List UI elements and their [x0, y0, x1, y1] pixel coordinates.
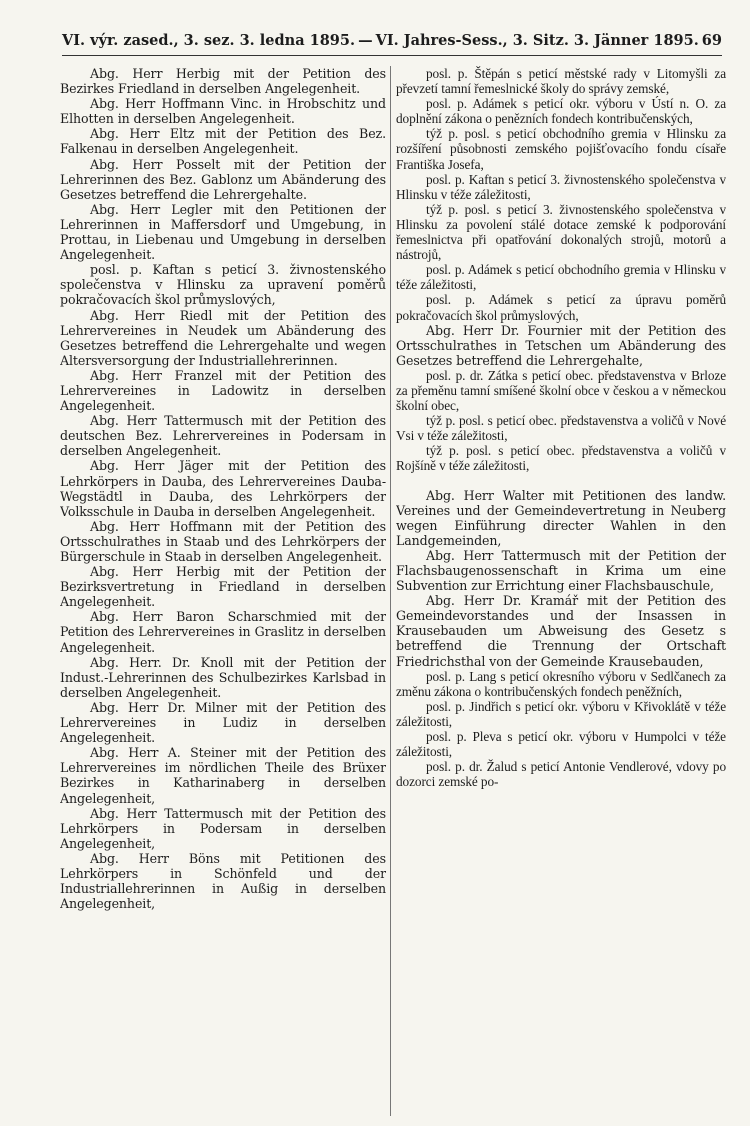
- petition-entry: posl. p. dr. Žalud s peticí Antonie Vendlerové, vdovy po dozorci zemské po-: [396, 759, 726, 790]
- right-czech-block-1: [396, 66, 726, 323]
- right-czech-block-2: [396, 368, 726, 474]
- petition-entry: Abg. Herr Tattermusch mit der Petition der Flachsbaugenossenschaft in Krima um eine Subvention zur Errichtung einer Flachsbauschule,: [396, 547, 726, 594]
- petition-entry: Abg. Herr Hoffmann mit der Petition des Ortsschulrathes in Staab und des Lehrkörpers der Bürgerschule in Staab in derselben Angelegenheit.: [60, 518, 386, 564]
- petition-entry: Abg. Herr. Dr. Knoll mit der Petition der Indust.-Lehrerinnen des Schulbezirkes Karlsbad in derselben Angelegenheit.: [60, 654, 386, 700]
- petition-entry: týž p. posl. s peticí obec. představenstva a voličů v Rojšíně v téže záležitosti,: [396, 443, 726, 474]
- petition-entry: posl. p. Kaftan s peticí 3. živnostenského společenstva v Hlinsku v téže záležitosti,: [396, 171, 726, 202]
- petition-entry: posl. p. Adámek s peticí za úpravu poměrů pokračovacích škol průmyslových,: [396, 292, 726, 323]
- block-spacer: [396, 474, 726, 488]
- right-german-block-1: [396, 323, 726, 368]
- page-header: [62, 32, 722, 49]
- petition-entry: Abg. Herr Posselt mit der Petition der Lehrerinnen des Bez. Gablonz um Abänderung des Gesetzes betreffend die Lehrergehalte.: [60, 156, 386, 202]
- right-german-block-2: [396, 488, 726, 669]
- petition-entry: Abg. Herr Dr. Kramář mit der Petition des Gemeindevorstandes und der Insassen in Krausebauden um Abweisung des Gesetz s betreffend die Trennung der Ortschaft Friedrichsthal von der Gemeinde Krausebauden,: [396, 593, 726, 669]
- petition-entry: posl. p. Štěpán s peticí městské rady v Litomyšli za převzetí tamní řemeslnické školy do správy zemské,: [396, 66, 726, 97]
- right-czech-block-3: [396, 669, 726, 790]
- petition-entry: Abg. Herr Dr. Milner mit der Petition des Lehrervereines in Ludiz in derselben Angelegenheit.: [60, 699, 386, 746]
- petition-entry: týž p. posl. s peticí obec. představenstva a voličů v Nové Vsi v téže záležitosti,: [396, 413, 726, 444]
- petition-entry: týž p. posl. s peticí obchodního gremia v Hlinsku za rozšíření působnosti zemského pojišťovacího fondu císaře Františka Josefa,: [396, 126, 726, 172]
- petition-entry: Abg. Herr Tattermusch mit der Petition des deutschen Bez. Lehrervereines in Podersam in derselben Angelegenheit.: [60, 413, 386, 459]
- petition-entry: Abg. Herr Franzel mit der Petition des Lehrervereines in Ladowitz in derselben Angelegenheit.: [60, 367, 386, 414]
- petition-entry: Abg. Herr Tattermusch mit der Petition des Lehrkörpers in Podersam in derselben Angelegenheit,: [60, 805, 386, 851]
- petition-entry: Abg. Herr Dr. Fournier mit der Petition des Ortsschulrathes in Tetschen um Abänderung des Gesetzes betreffend die Lehrergehalte,: [396, 322, 726, 368]
- petition-entry: posl. p. Pleva s peticí okr. výboru v Humpolci v téže záležitosti,: [396, 729, 726, 760]
- left-column: [60, 66, 386, 1116]
- petition-entry: Abg. Herr Hoffmann Vinc. in Hrobschitz und Elhotten in derselben Angelegenheit.: [60, 96, 386, 127]
- petition-entry: Abg. Herr Legler mit den Petitionen der Lehrerinnen in Maffersdorf und Umgebung, in Prottau, in Liebenau und Umgebung in derselben Angelegenheit.: [60, 201, 386, 263]
- petition-entry: Abg. Herr Eltz mit der Petition des Bez. Falkenau in derselben Angelegenheit.: [60, 126, 386, 157]
- petition-entry: posl. p. Kaftan s peticí 3. živnostenského společenstva v Hlinsku za upravení poměrů pokračovacích škol průmyslových,: [60, 262, 386, 308]
- petition-entry: týž p. posl. s peticí 3. živnostenského společenstva v Hlinsku za povolení stálé dotace zemské k podporování řemeslnictva při opatřování dokonalých strojů, motorů a nástrojů,: [396, 201, 726, 263]
- page-number: 69: [701, 32, 722, 49]
- header-rule: [62, 55, 722, 56]
- petition-entry: posl. p. Adámek s peticí okr. výboru v Ústí n. O. za doplnění zákona o penězních fondech kontribučenských,: [396, 96, 726, 127]
- petition-entry: Abg. Herr A. Steiner mit der Petition des Lehrervereines im nördlichen Theile des Brüxer Bezirkes in Katharinaberg in derselben Angelegenheit,: [60, 745, 386, 806]
- petition-entry: Abg. Herr Walter mit Petitionen des landw. Vereines und der Gemeindevertretung in Neuberg wegen Einführung directer Wahlen in den Landgemeinden,: [396, 487, 726, 548]
- petition-entry: posl. p. Lang s peticí okresního výboru v Sedlčanech za změnu zákona o kontribučenských fondech peněžních,: [396, 668, 726, 699]
- petition-entry: posl. p. dr. Zátka s peticí obec. představenstva v Brloze za přeměnu tamní smíšené školní obce v českou a v německou školní obec,: [396, 367, 726, 414]
- petition-entry: Abg. Herr Jäger mit der Petition des Lehrkörpers in Dauba, des Lehrervereines Dauba-Wegstädtl in Dauba, des Lehrkörpers der Volksschule in Dauba in derselben Angelegenheit.: [60, 458, 386, 519]
- column-divider: [390, 66, 391, 1116]
- petition-entry: Abg. Herr Herbig mit der Petition der Bezirksvertretung in Friedland in derselben Angelegenheit.: [60, 564, 386, 610]
- header-dash: —: [358, 32, 373, 49]
- petition-entry: Abg. Herr Böns mit Petitionen des Lehrkörpers in Schönfeld und der Industriallehrerinnen in Außig in derselben Angelegenheit,: [60, 850, 386, 912]
- petition-entry: Abg. Herr Herbig mit der Petition des Bezirkes Friedland in derselben Angelegenheit.: [60, 66, 386, 97]
- petition-entry: posl. p. Adámek s peticí obchodního gremia v Hlinsku v téže záležitosti,: [396, 262, 726, 293]
- header-czech-session: VI. výr. zased., 3. sez. 3. ledna 1895.: [62, 32, 356, 49]
- petition-entry: Abg. Herr Baron Scharschmied mit der Petition des Lehrervereines in Graslitz in derselben Angelegenheit.: [60, 609, 386, 655]
- petition-entry: posl. p. Jindřich s peticí okr. výboru v Křivoklátě v téže záležitosti,: [396, 698, 726, 729]
- header-german-session: VI. Jahres-Sess., 3. Sitz. 3. Jänner 1895.: [375, 32, 699, 49]
- right-column: [396, 66, 726, 1116]
- petition-entry: Abg. Herr Riedl mit der Petition des Lehrervereines in Neudek um Abänderung des Gesetzes betreffend die Lehrergehalte und wegen Altersversorgung der Industriallehrerinnen.: [60, 307, 386, 368]
